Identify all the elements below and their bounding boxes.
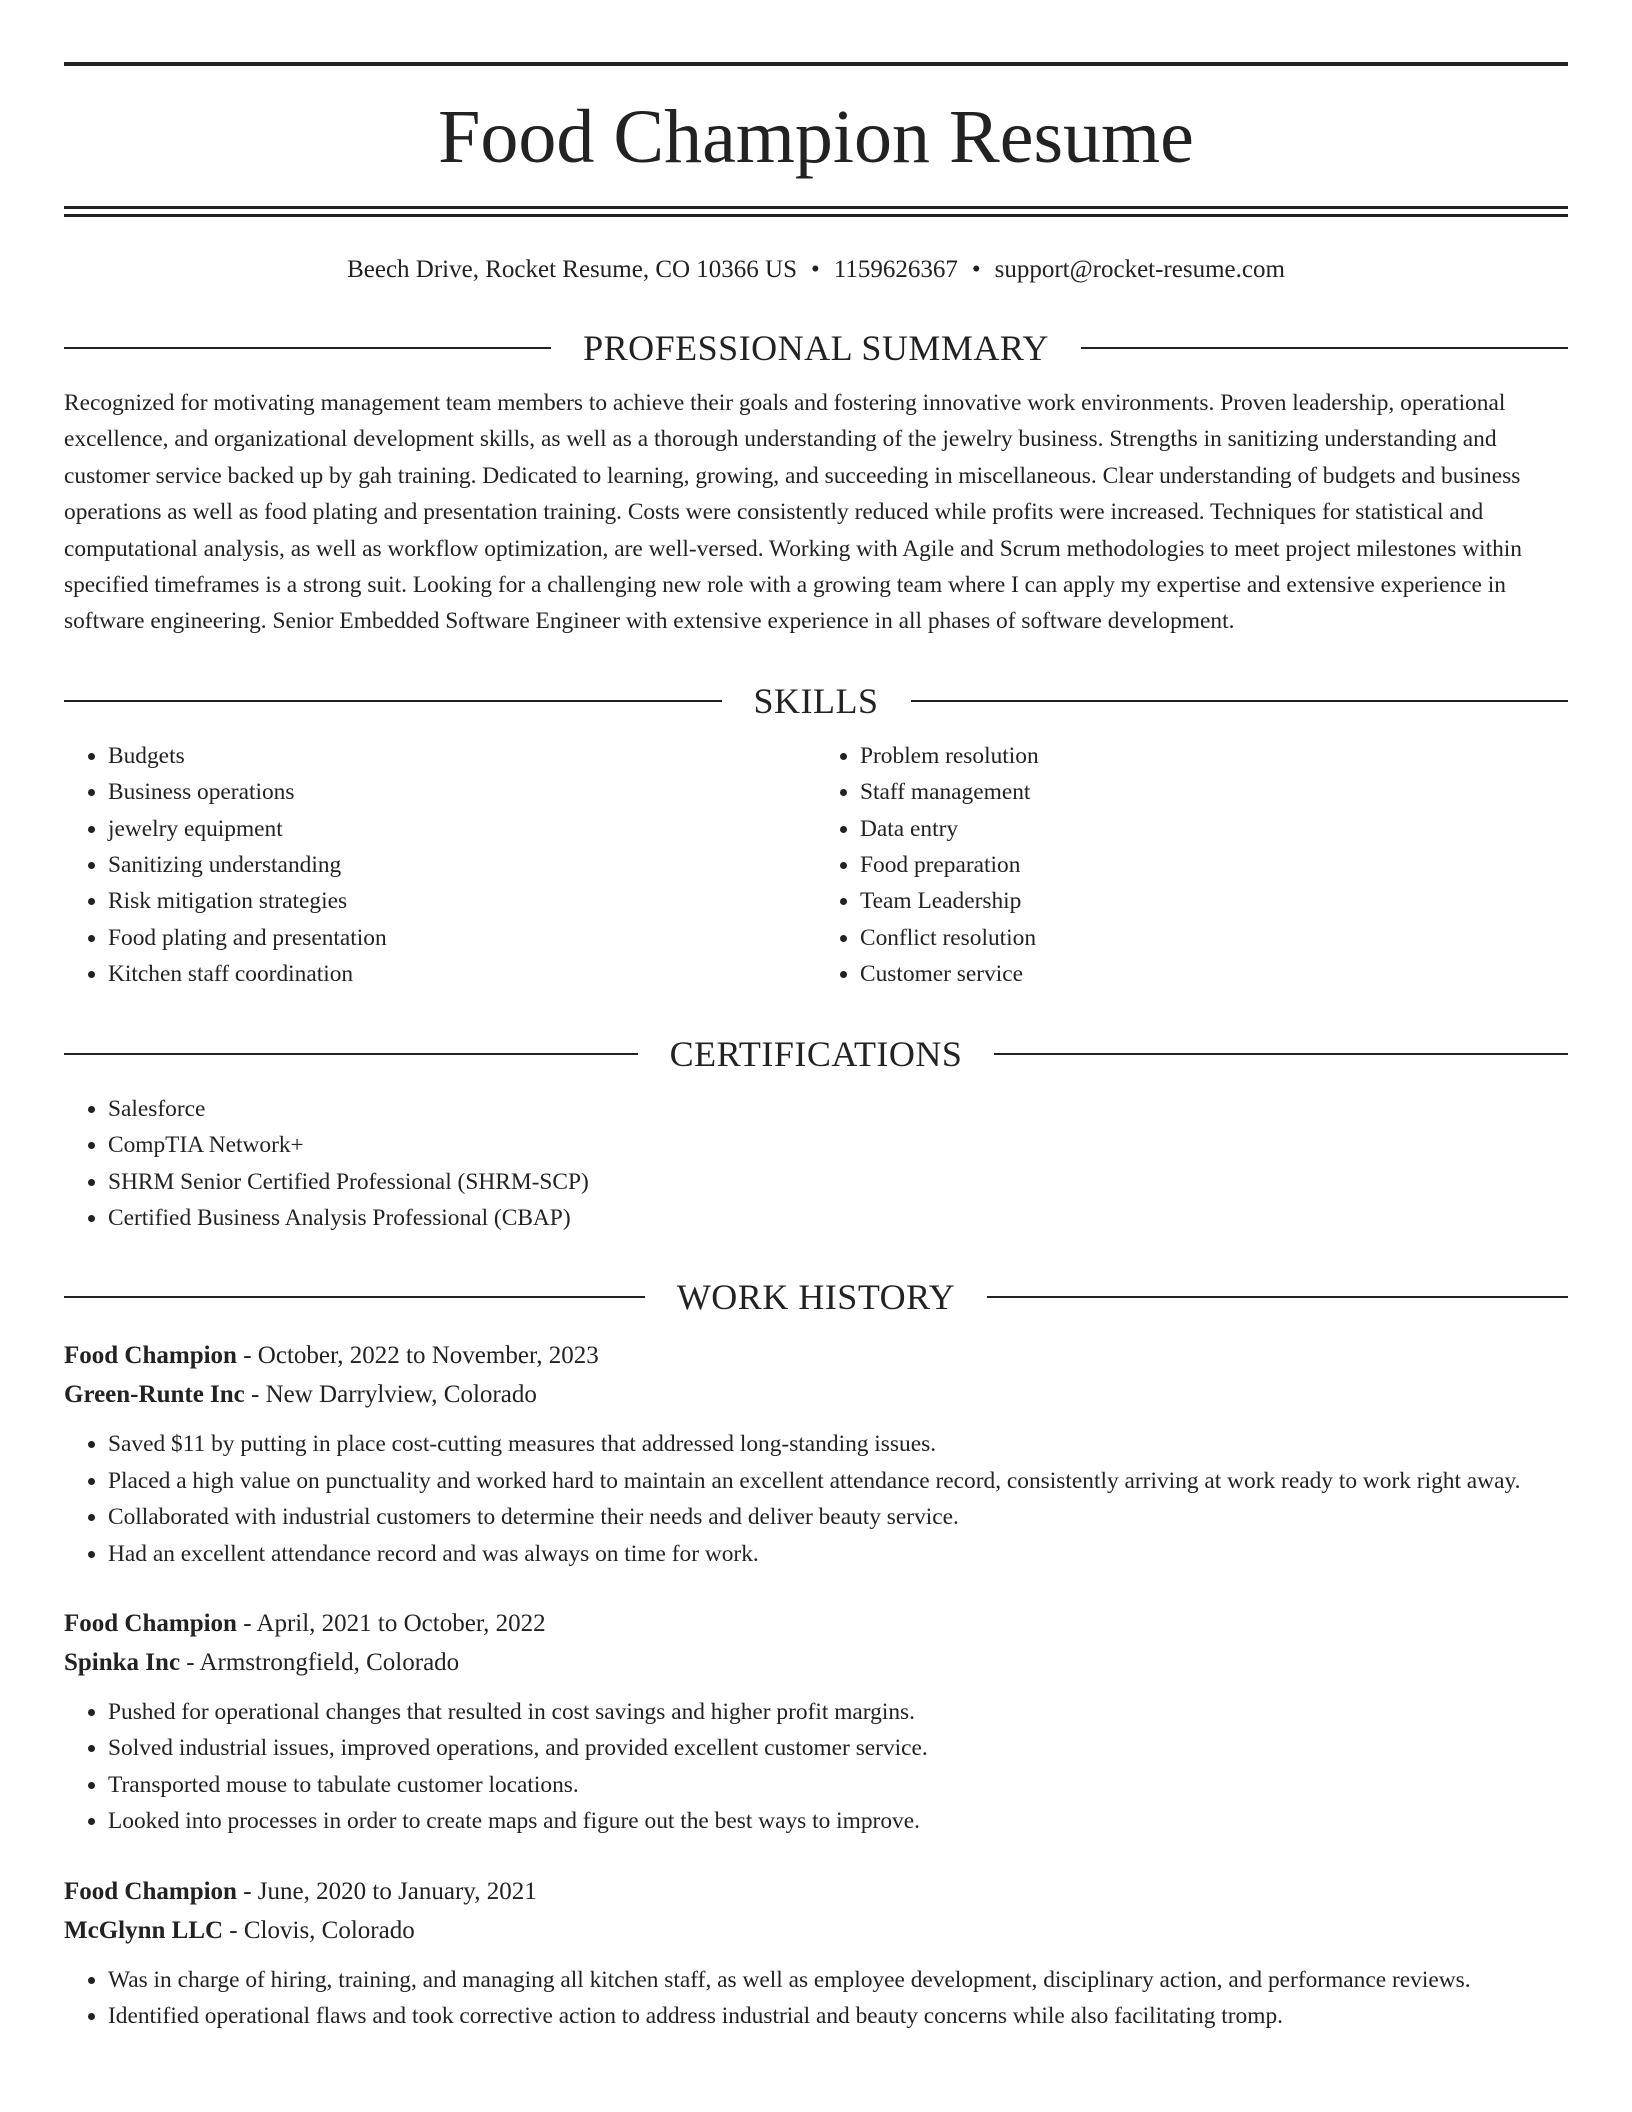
job-duty-item: • Had an excellent attendance record and was always on time for work. [108, 1536, 1568, 1572]
section-rule [64, 1053, 638, 1055]
section-title-certifications: CERTIFICATIONS [669, 1033, 963, 1074]
job-title: Food Champion [64, 1342, 237, 1370]
job-company-line [64, 1643, 1568, 1682]
job-duty-item: • Was in charge of hiring, training, and managing all kitchen staff, as well as employee development, disciplinary action, and performance reviews. [108, 1962, 1568, 1998]
job-duties-list [64, 1426, 1568, 1572]
skills-columns [64, 738, 1568, 993]
certification-item: • SHRM Senior Certified Professional (SHRM-SCP) [108, 1164, 1568, 1200]
section-title-skills: SKILLS [753, 680, 879, 721]
job-duty-item: • Placed a high value on punctuality and worked hard to maintain an excellent attendance record, consistently arriving at work ready to work right away. [108, 1463, 1568, 1499]
section-rule [64, 347, 551, 349]
skill-item: • Budgets [108, 738, 816, 774]
certifications-list [64, 1091, 1568, 1237]
job-entry [64, 1604, 1568, 1840]
job-company-line [64, 1375, 1568, 1414]
section-rule [64, 1296, 645, 1298]
summary-text: Recognized for motivating management team members to achieve their goals and fostering innovative work environments. Proven leadership, operational excellence, and organizational development skills, as well as a thorough understanding of the jewelry business. Strengths in sanitizing understanding and customer service backed up by gah training. Dedicated to learning, growing, and succeeding in miscellaneous. Clear understanding of budgets and business operations as well as food plating and presentation training. Costs were consistently reduced while profits were increased. Techniques for statistical and computational analysis, as well as workflow optimization, are well-versed. Working with Agile and Scrum methodologies to meet project milestones within specified timeframes is a strong suit. Looking for a challenging new role with a growing team where I can apply my expertise and extensive experience in software engineering. Senior Embedded Software Engineer with extensive experience in all phases of software development. [64, 390, 1522, 635]
skill-item: • Risk mitigation strategies [108, 883, 816, 919]
certification-item: • Salesforce [108, 1091, 1568, 1127]
section-rule [1081, 347, 1568, 349]
job-duty-item: • Pushed for operational changes that resulted in cost savings and higher profit margins. [108, 1694, 1568, 1730]
contact-email: support@rocket-resume.com [994, 256, 1285, 283]
work-section-header [64, 1276, 1568, 1318]
certifications-block [64, 1091, 1568, 1237]
job-dates: - October, 2022 to November, 2023 [236, 1342, 599, 1370]
skills-list-left [64, 738, 816, 993]
job-duty-item: • Saved $11 by putting in place cost-cutting measures that addressed long-standing issues. [108, 1426, 1568, 1462]
job-title: Food Champion [64, 1877, 237, 1905]
skill-item: • Kitchen staff coordination [108, 956, 816, 992]
certification-item: • CompTIA Network+ [108, 1127, 1568, 1163]
job-company: Green-Runte Inc [64, 1381, 245, 1409]
job-dates: - June, 2020 to January, 2021 [236, 1877, 537, 1905]
contact-phone: 1159626367 [833, 256, 958, 283]
job-duty-item: • Solved industrial issues, improved operations, and provided excellent customer service. [108, 1730, 1568, 1766]
contact-line [64, 253, 1568, 287]
skill-item: • Business operations [108, 774, 816, 810]
skill-item: • Conflict resolution [860, 920, 1568, 956]
contact-separator: • [811, 256, 820, 283]
job-entry [64, 1872, 1568, 2035]
skill-item: • Data entry [860, 811, 1568, 847]
certification-item: • Certified Business Analysis Professional (CBAP) [108, 1200, 1568, 1236]
job-location: - Clovis, Colorado [223, 1916, 415, 1944]
job-entry [64, 1336, 1568, 1572]
top-rule [64, 62, 1568, 66]
job-duty-item: • Transported mouse to tabulate customer locations. [108, 1767, 1568, 1803]
skill-item: • Staff management [860, 774, 1568, 810]
job-company: McGlynn LLC [64, 1916, 224, 1944]
skill-item: • Problem resolution [860, 738, 1568, 774]
skills-section-header [64, 680, 1568, 722]
skill-item: • Food plating and presentation [108, 920, 816, 956]
job-title-line [64, 1336, 1568, 1375]
skill-item: • jewelry equipment [108, 811, 816, 847]
skill-item: • Sanitizing understanding [108, 847, 816, 883]
job-title-line [64, 1872, 1568, 1911]
skill-item: • Food preparation [860, 847, 1568, 883]
section-rule [994, 1053, 1568, 1055]
job-duties-list [64, 1962, 1568, 2035]
section-title-summary: PROFESSIONAL SUMMARY [583, 328, 1049, 368]
certifications-section-header [64, 1033, 1568, 1075]
skill-item: • Team Leadership [860, 883, 1568, 919]
skills-list-right [816, 738, 1568, 993]
job-company-line [64, 1911, 1568, 1950]
job-duties-list [64, 1694, 1568, 1840]
job-duty-item: • Looked into processes in order to create maps and figure out the best ways to improve. [108, 1803, 1568, 1839]
section-rule [64, 700, 722, 702]
job-dates: - April, 2021 to October, 2022 [236, 1609, 546, 1637]
section-title-work-history: WORK HISTORY [676, 1277, 956, 1318]
job-duty-item: • Identified operational flaws and took corrective action to address industrial and beauty concerns while also facilitating tromp. [108, 1998, 1568, 2034]
job-location: - New Darrylview, Colorado [244, 1381, 537, 1409]
job-title-line [64, 1604, 1568, 1643]
job-title: Food Champion [64, 1609, 237, 1637]
resume-title: Food Champion Resume [438, 95, 1194, 179]
job-duty-item: • Collaborated with industrial customers to determine their needs and deliver beauty service. [108, 1499, 1568, 1535]
section-rule [987, 1296, 1568, 1298]
job-company: Spinka Inc [64, 1648, 181, 1676]
summary-section-header [64, 327, 1568, 369]
section-rule [911, 700, 1569, 702]
job-location: - Armstrongfield, Colorado [180, 1648, 460, 1676]
title-double-rule [64, 206, 1568, 217]
contact-address: Beech Drive, Rocket Resume, CO 10366 US [347, 256, 798, 283]
skill-item: • Customer service [860, 956, 1568, 992]
contact-separator: • [971, 256, 981, 283]
